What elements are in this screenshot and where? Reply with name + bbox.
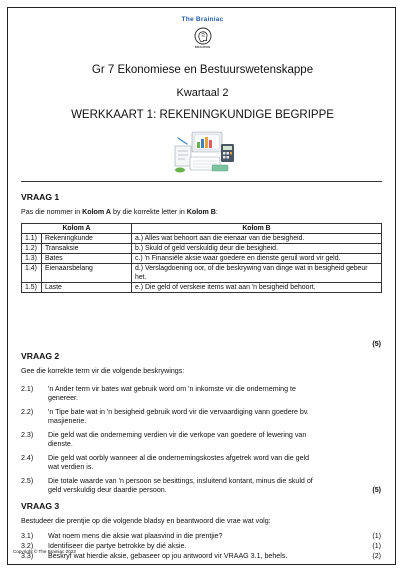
worksheet-title: WERKKAART 1: REKENINGKUNDIGE BEGRIPPE	[71, 109, 334, 121]
row-number: 1.4)	[22, 264, 42, 283]
col-a-term: Rekeningkunde	[42, 234, 132, 244]
q2-item-number: 2.3)	[21, 431, 34, 439]
q2-item-number: 2.5)	[21, 477, 34, 485]
q2-item-line: geld verskuldig deur daardie persoon.	[48, 486, 167, 494]
q2-item-line: 'n Tipe bate wat in 'n besigheid gebruik word vir die vervaardiging vann goedere bv.	[48, 408, 309, 416]
q3-item-number: 3.1)	[21, 532, 34, 540]
term-label: Kwartaal 2	[176, 87, 229, 99]
col-b-description: c.) 'n Finansiële aksie waar goedere en dienste geruil word vir geld.	[132, 254, 382, 264]
col-b-description: d.) Verslagdoening oor, of die beskrywing van dinge wat in besigheid gebeur het.	[132, 264, 382, 283]
q3-item-marks: (1)	[372, 542, 381, 550]
q2-item-number: 2.2)	[21, 408, 34, 416]
instruction-emphasis: Kolom A	[82, 208, 112, 216]
q2-item-line: Die geld wat die onderneming verdien vir die verkope van goedere of lewering van	[48, 431, 307, 439]
accounting-desk-illustration	[170, 130, 238, 174]
q3-heading: VRAAG 3	[21, 501, 60, 511]
copyright-notice: Copyright © The Brainiac 2023	[13, 549, 76, 554]
subject-title: Gr 7 Ekonomiese en Bestuurswetenskappe	[91, 64, 314, 76]
row-number: 1.1)	[22, 234, 42, 244]
q2-item-line: 'n Ander term vir bates wat gebruik word om 'n inkomste vir die onderneming te	[48, 385, 296, 393]
instruction-emphasis: Kolom B	[186, 208, 216, 216]
instruction-text: Pas die nommer in	[21, 208, 83, 216]
q3-item-number: 3.2)	[21, 542, 34, 550]
q2-item-line: wat verdien is.	[48, 463, 94, 471]
brand-name: The Brainiac	[181, 16, 224, 23]
col-b-description: e.) Die geld of verskeie items wat aan 'n besigheid behoort.	[132, 283, 382, 293]
q3-item-text: Beskryf wat hierdie aksie, gebaseer op jou antwoord vir VRAAG 3.1, behels.	[48, 552, 288, 560]
worksheet-page	[7, 7, 396, 565]
col-a-term: Transaksie	[42, 244, 132, 254]
col-b-header: Kolom B	[132, 224, 382, 234]
col-a-term: Laste	[42, 283, 132, 293]
q2-instruction: Gee die korrekte term vir die volgende beskrywings:	[21, 367, 185, 375]
q3-item-text: Identifiseer die partye betrokke by dié aksie.	[48, 542, 187, 550]
table-row	[22, 254, 382, 264]
row-number: 1.5)	[22, 283, 42, 293]
q1-instruction	[21, 208, 218, 218]
table-header-row	[22, 224, 382, 234]
row-number: 1.2)	[22, 244, 42, 254]
q2-marks: (5)	[372, 486, 381, 494]
q2-item-number: 2.4)	[21, 454, 34, 462]
instruction-text: :	[215, 208, 218, 216]
q2-item-line: masjienerie.	[48, 417, 87, 425]
section-divider	[21, 181, 382, 182]
brain-head-icon	[194, 27, 212, 45]
col-b-description: a.) Alles wat behoort aan die eienaar van die besigheid.	[132, 234, 382, 244]
q3-item-marks: (1)	[372, 532, 381, 540]
q1-heading: VRAAG 1	[21, 192, 60, 202]
table-row	[22, 234, 382, 244]
q2-item-number: 2.1)	[21, 385, 34, 393]
table-row	[22, 264, 382, 283]
col-a-term: Bates	[42, 254, 132, 264]
col-a-term: Eienaarsbelang	[42, 264, 132, 283]
col-a-header: Kolom A	[22, 224, 132, 234]
q3-item-number: 3.3)	[21, 552, 34, 560]
q2-item-line: dienste.	[48, 440, 73, 448]
q3-item-text: Wat noem mens die aksie wat plaasvind in die prentjie?	[48, 532, 223, 540]
row-number: 1.3)	[22, 254, 42, 264]
col-b-description: b.) Skuld of geld verskuldig deur die besigheid.	[132, 244, 382, 254]
q2-heading: VRAAG 2	[21, 351, 60, 361]
q2-item-line: Die totale waarde van 'n persoon se besittings, insluitend kontant, minus die skuld of	[48, 477, 313, 485]
q3-item-marks: (2)	[372, 552, 381, 560]
instruction-text: by die korrekte letter in	[111, 208, 187, 216]
q3-instruction: Bestudeer die prentjie op die volgende bladsy en beantwoord die vrae wat volg:	[21, 517, 271, 525]
table-row	[22, 283, 382, 293]
logo-caption: EDUCATION	[194, 46, 211, 49]
q2-item-line: genereer.	[48, 394, 78, 402]
q1-marks: (5)	[372, 340, 381, 348]
table-row	[22, 244, 382, 254]
matching-table	[21, 223, 382, 293]
q2-item-line: Die geld wat oorbly wanneer al die ondernemingskostes afgetrek word van die geld	[48, 454, 310, 462]
